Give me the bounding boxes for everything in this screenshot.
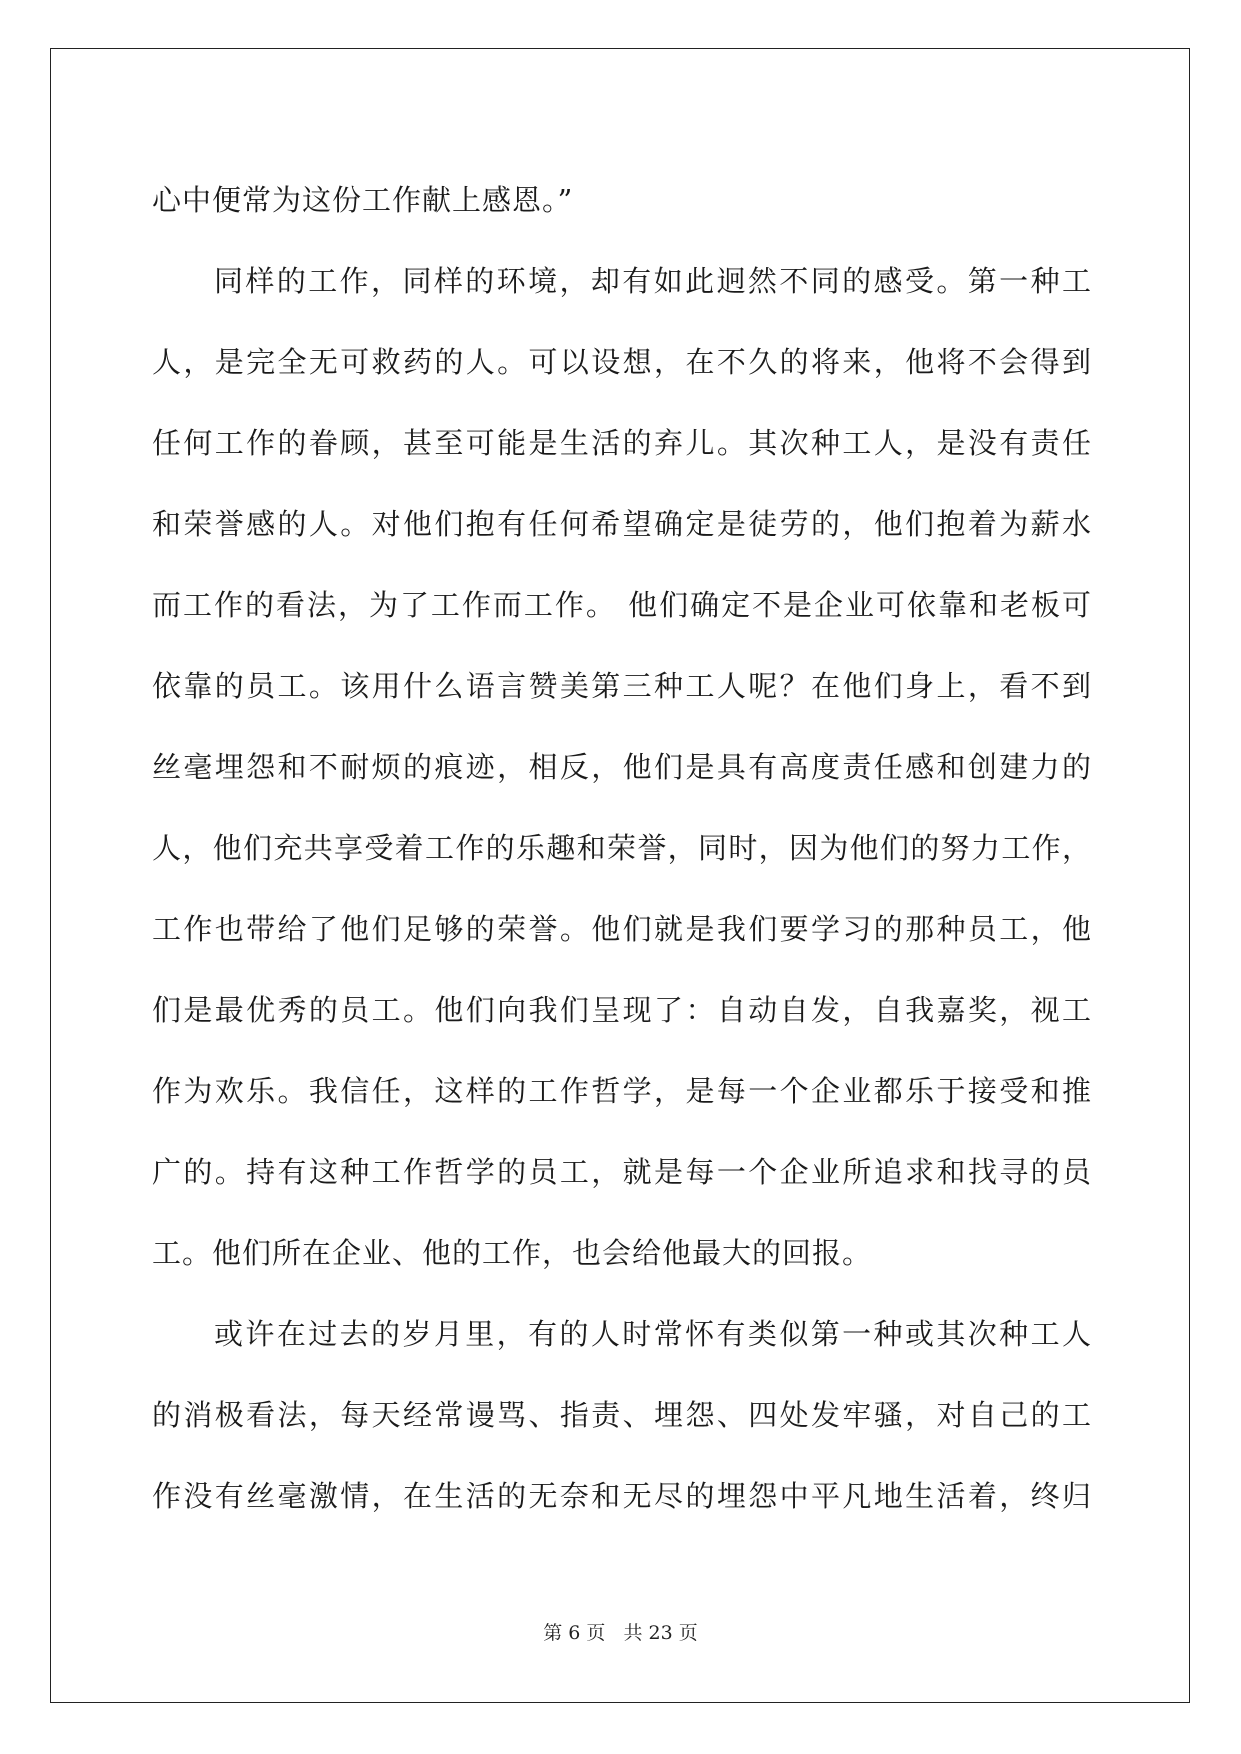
text-line: 而工作的看法，为了工作而工作。 他们确定不是企业可依靠和老板可 [152,588,1092,622]
text-line: 或许在过去的岁月里，有的人时常怀有类似第一种或其次种工人 [214,1317,1092,1351]
text-line: 作为欢乐。我信任，这样的工作哲学，是每一个企业都乐于接受和推 [152,1074,1092,1108]
text-line: 和荣誉感的人。对他们抱有任何希望确定是徒劳的，他们抱着为薪水 [152,507,1092,541]
text-line: 同样的工作，同样的环境，却有如此迥然不同的感受。第一种工 [214,264,1092,298]
text-line: 广的。持有这种工作哲学的员工，就是每一个企业所追求和找寻的员 [152,1155,1092,1189]
text-line: 作没有丝毫激情，在生活的无奈和无尽的埋怨中平凡地生活着，终归 [152,1479,1092,1513]
text-line: 工。他们所在企业、他的工作，也会给他最大的回报。 [152,1236,873,1270]
document-body [152,160,1092,1537]
text-line: 心中便常为这份工作献上感恩。” [152,183,574,217]
text-line: 人，是完全无可救药的人。可以设想，在不久的将来，他将不会得到 [152,345,1092,379]
text-line: 们是最优秀的员工。他们向我们呈现了：自动自发，自我嘉奖，视工 [152,993,1092,1027]
text-line: 丝毫埋怨和不耐烦的痕迹，相反，他们是具有高度责任感和创建力的 [152,750,1092,784]
text-line: 依靠的员工。该用什么语言赞美第三种工人呢？在他们身上，看不到 [152,669,1092,703]
page-number: 第 6 页 [543,1622,606,1644]
text-line: 人，他们充共享受着工作的乐趣和荣誉，同时，因为他们的努力工作， [152,831,1092,865]
page-footer [0,1618,1241,1645]
page-total: 共 23 页 [623,1622,698,1644]
text-line: 工作也带给了他们足够的荣誉。他们就是我们要学习的那种员工，他 [152,912,1092,946]
text-line: 任何工作的眷顾，甚至可能是生活的弃儿。其次种工人，是没有责任 [152,426,1092,460]
text-line: 的消极看法，每天经常谩骂、指责、埋怨、四处发牢骚，对自己的工 [152,1398,1092,1432]
